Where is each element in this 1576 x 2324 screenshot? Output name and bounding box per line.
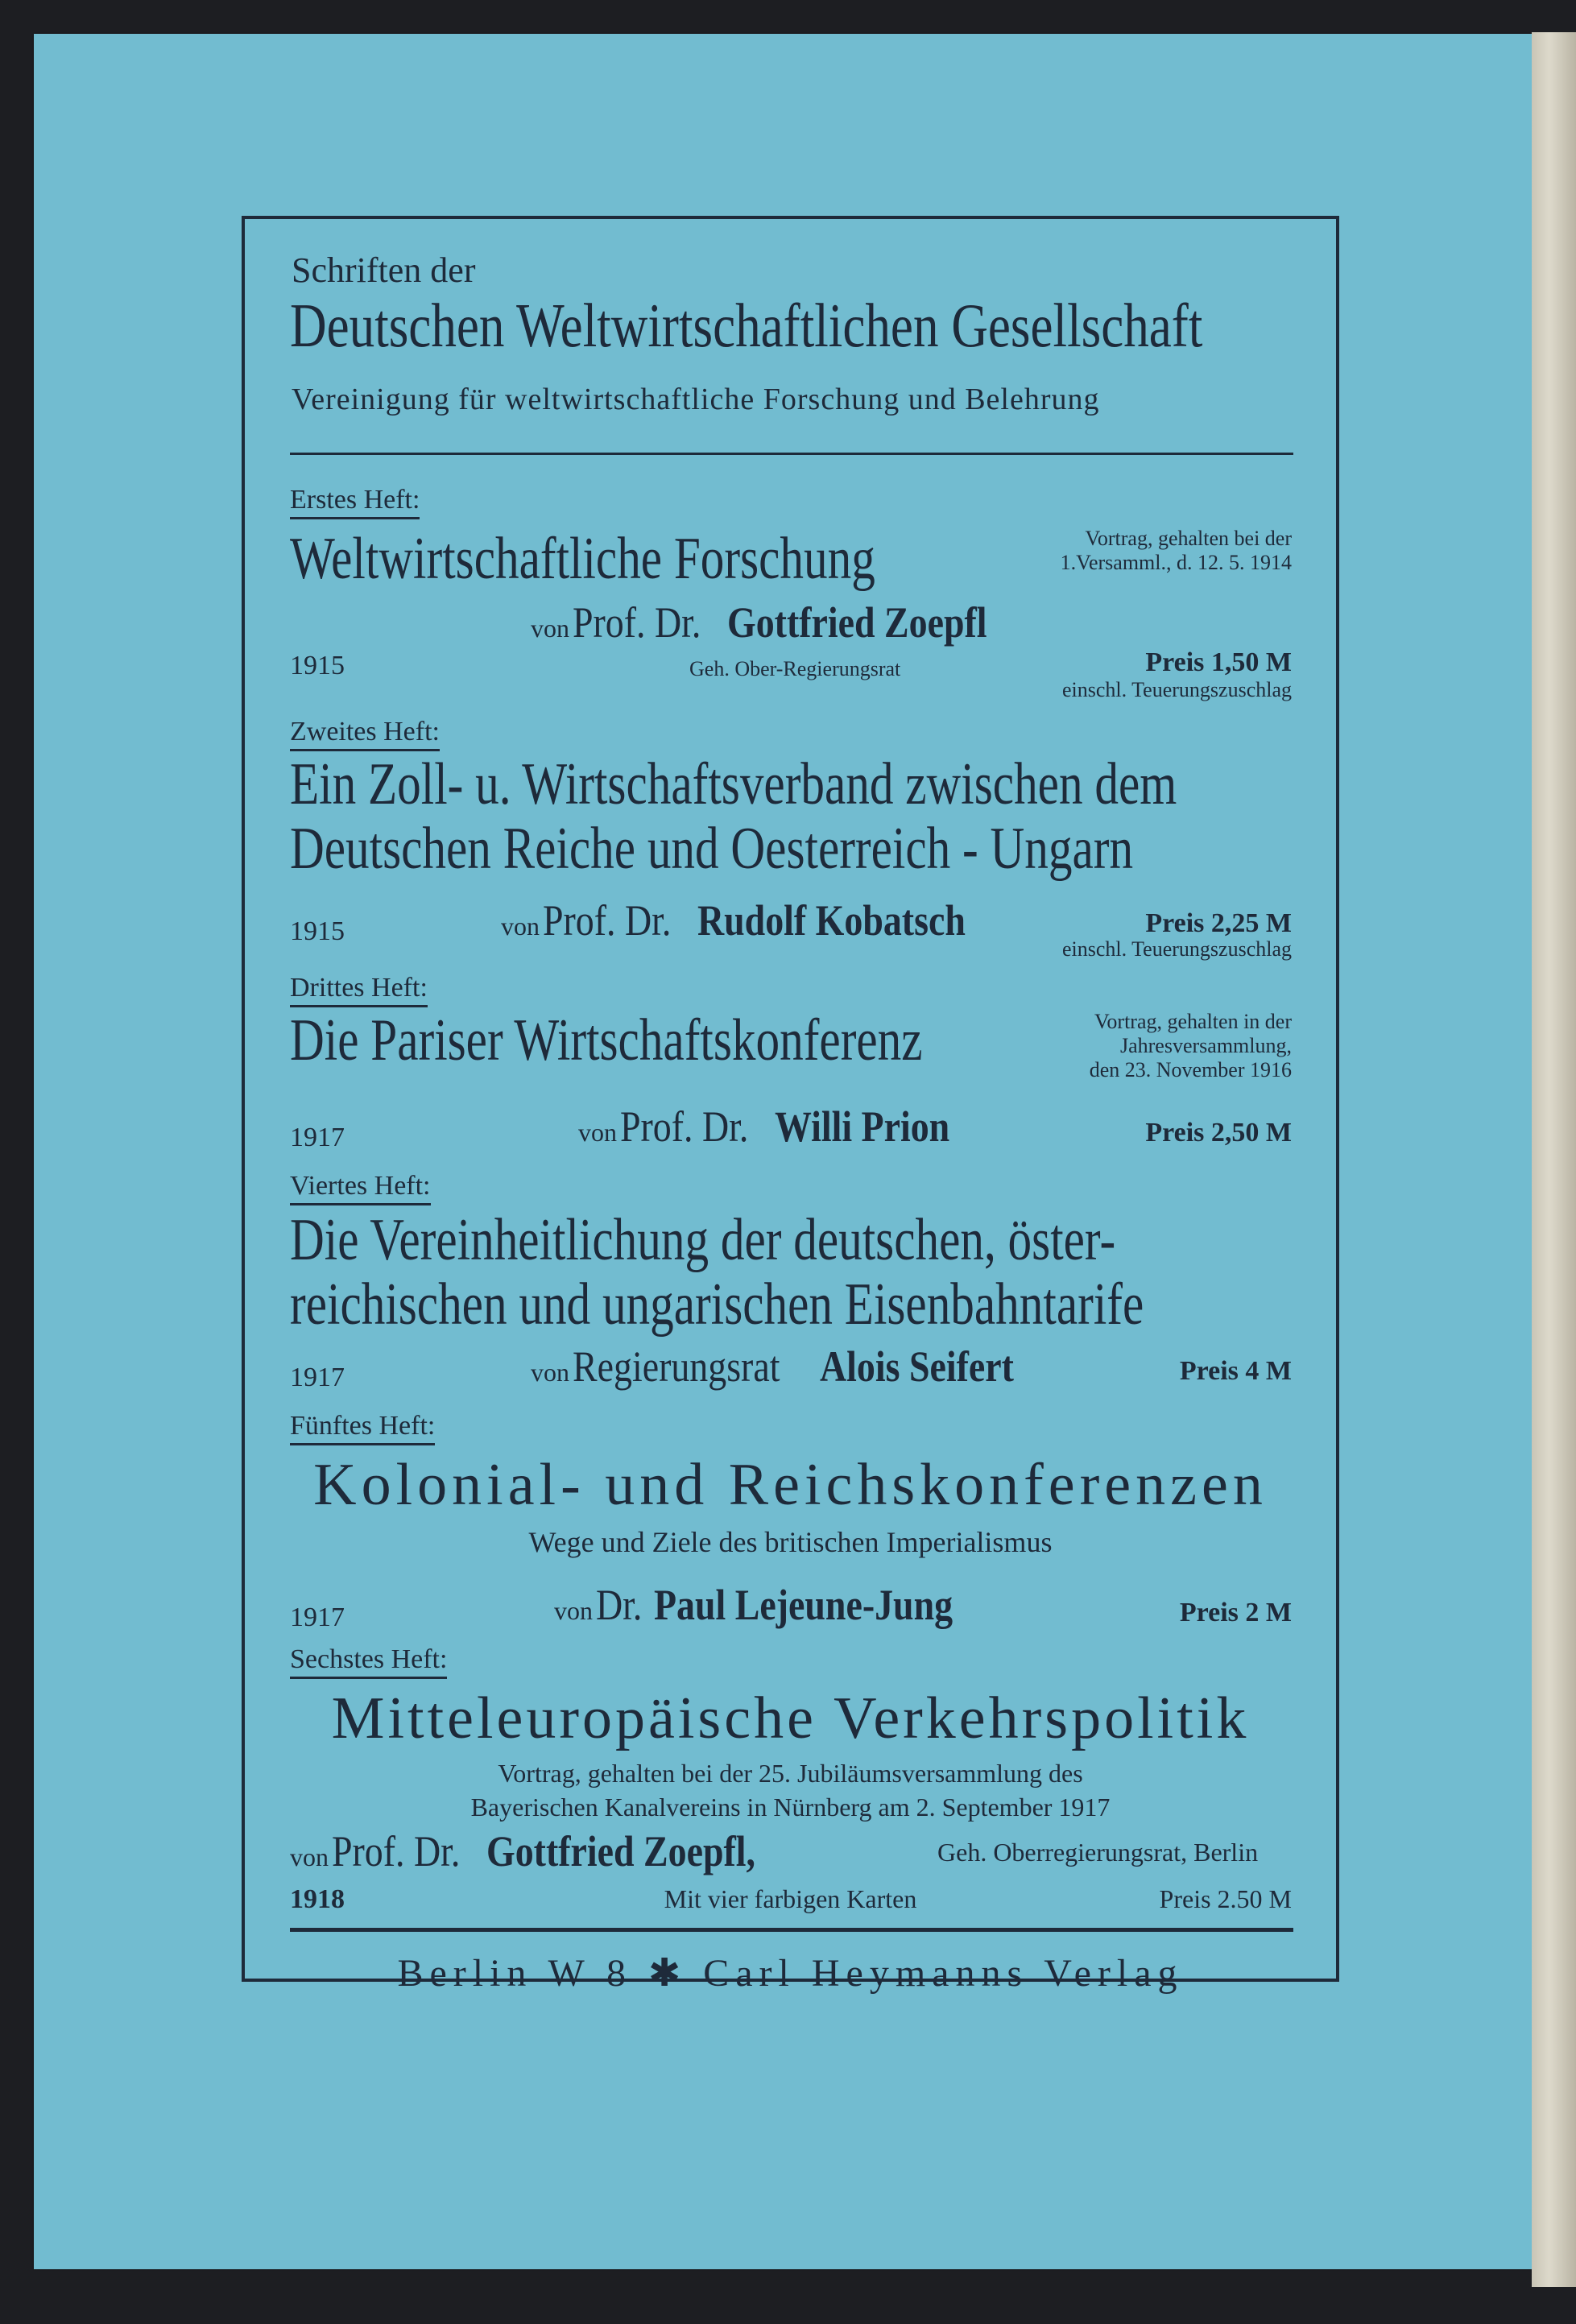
issue-1-note: Vortrag, gehalten bei der 1.Versamml., d. 12. 5. 1914 (1060, 527, 1292, 574)
issue-2-label: Zweites Heft: (290, 717, 440, 751)
issue-4-author-line: von Regierungsrat Alois Seifert (531, 1342, 1014, 1391)
issue-5-title: Kolonial- und Reichskonferenzen (313, 1452, 1268, 1518)
issue-6-year: 1918 (290, 1884, 345, 1914)
publisher-imprint: Berlin W 8 ✱ Carl Heymanns Verlag (397, 1952, 1184, 1995)
issue-3-price: Preis 2,50 M (1145, 1118, 1292, 1148)
issue-1-price-note: einschl. Teuerungszuschlag (1061, 678, 1292, 701)
series-subtitle: Vereinigung für weltwirtschaftliche Forschung und Belehrung (292, 383, 1100, 416)
issue-3-label: Drittes Heft: (290, 973, 428, 1007)
footer-rule (290, 1928, 1293, 1932)
issue-6-title: Mitteleuropäische Verkehrspolitik (331, 1685, 1250, 1751)
issue-6-label: Sechstes Heft: (290, 1644, 447, 1679)
issue-6-price: Preis 2.50 M (1159, 1884, 1292, 1913)
issue-6-author-title: Geh. Oberregierungsrat, Berlin (937, 1838, 1259, 1867)
book-spine (1532, 32, 1576, 2287)
issue-5-year: 1917 (290, 1602, 345, 1632)
issue-1-year: 1915 (290, 651, 345, 680)
issue-2-title-line2: Deutschen Reiche und Oesterreich - Ungarn (290, 816, 1134, 882)
issue-5-label: Fünftes Heft: (290, 1411, 435, 1445)
issue-6-subtitle-line1: Vortrag, gehalten bei der 25. Jubiläumsversammlung des (498, 1759, 1083, 1788)
header-rule (290, 453, 1293, 455)
issue-3-note: Vortrag, gehalten in der Jahresversammlung, den 23. November 1916 (1089, 1010, 1292, 1081)
issue-4-label: Viertes Heft: (290, 1171, 431, 1205)
issue-4-year: 1917 (290, 1363, 345, 1392)
series-prefix: Schriften der (292, 250, 476, 290)
issue-2-price-note: einschl. Teuerungszuschlag (1061, 937, 1292, 961)
advertisement-frame (242, 216, 1339, 1995)
issue-5-author-line: von Dr. Paul Lejeune-Jung (554, 1581, 953, 1629)
series-title: Deutschen Weltwirtschaftlichen Gesellschaft (290, 291, 1203, 360)
issue-2-author-line: von Prof. Dr. Rudolf Kobatsch (501, 896, 966, 945)
issue-1-title: Weltwirtschaftliche Forschung (290, 526, 875, 592)
issue-4-price: Preis 4 M (1179, 1356, 1292, 1386)
issue-4-title-line1: Die Vereinheitlichung der deutschen, öster- (290, 1207, 1116, 1273)
issue-3-author-line: von Prof. Dr. Willi Prion (578, 1102, 949, 1151)
issue-1-label: Erstes Heft: (290, 485, 420, 519)
issue-2-year: 1915 (290, 916, 345, 946)
issue-1-author-line: von Prof. Dr. Gottfried Zoepfl (531, 598, 987, 647)
issue-4-title-line2: reichischen und ungarischen Eisenbahntarife (290, 1272, 1144, 1338)
issue-1-price: Preis 1,50 M (1145, 647, 1292, 677)
issue-3-title: Die Pariser Wirtschaftskonferenz (290, 1007, 923, 1073)
issue-2-title-line1: Ein Zoll- u. Wirtschaftsverband zwischen dem (290, 751, 1177, 817)
issue-2-price: Preis 2,25 M (1145, 908, 1292, 938)
issue-1-author-title: Geh. Ober-Regierungsrat (689, 657, 901, 680)
issue-5-price: Preis 2 M (1179, 1598, 1292, 1627)
issue-6-extra: Mit vier farbigen Karten (664, 1884, 917, 1913)
issue-3-year: 1917 (290, 1123, 345, 1152)
issue-5-subtitle: Wege und Ziele des britischen Imperialismus (528, 1526, 1053, 1558)
issue-6-author-line: von Prof. Dr. Gottfried Zoepfl, (290, 1827, 755, 1875)
issue-6-subtitle-line2: Bayerischen Kanalvereins in Nürnberg am 2. September 1917 (470, 1793, 1111, 1822)
